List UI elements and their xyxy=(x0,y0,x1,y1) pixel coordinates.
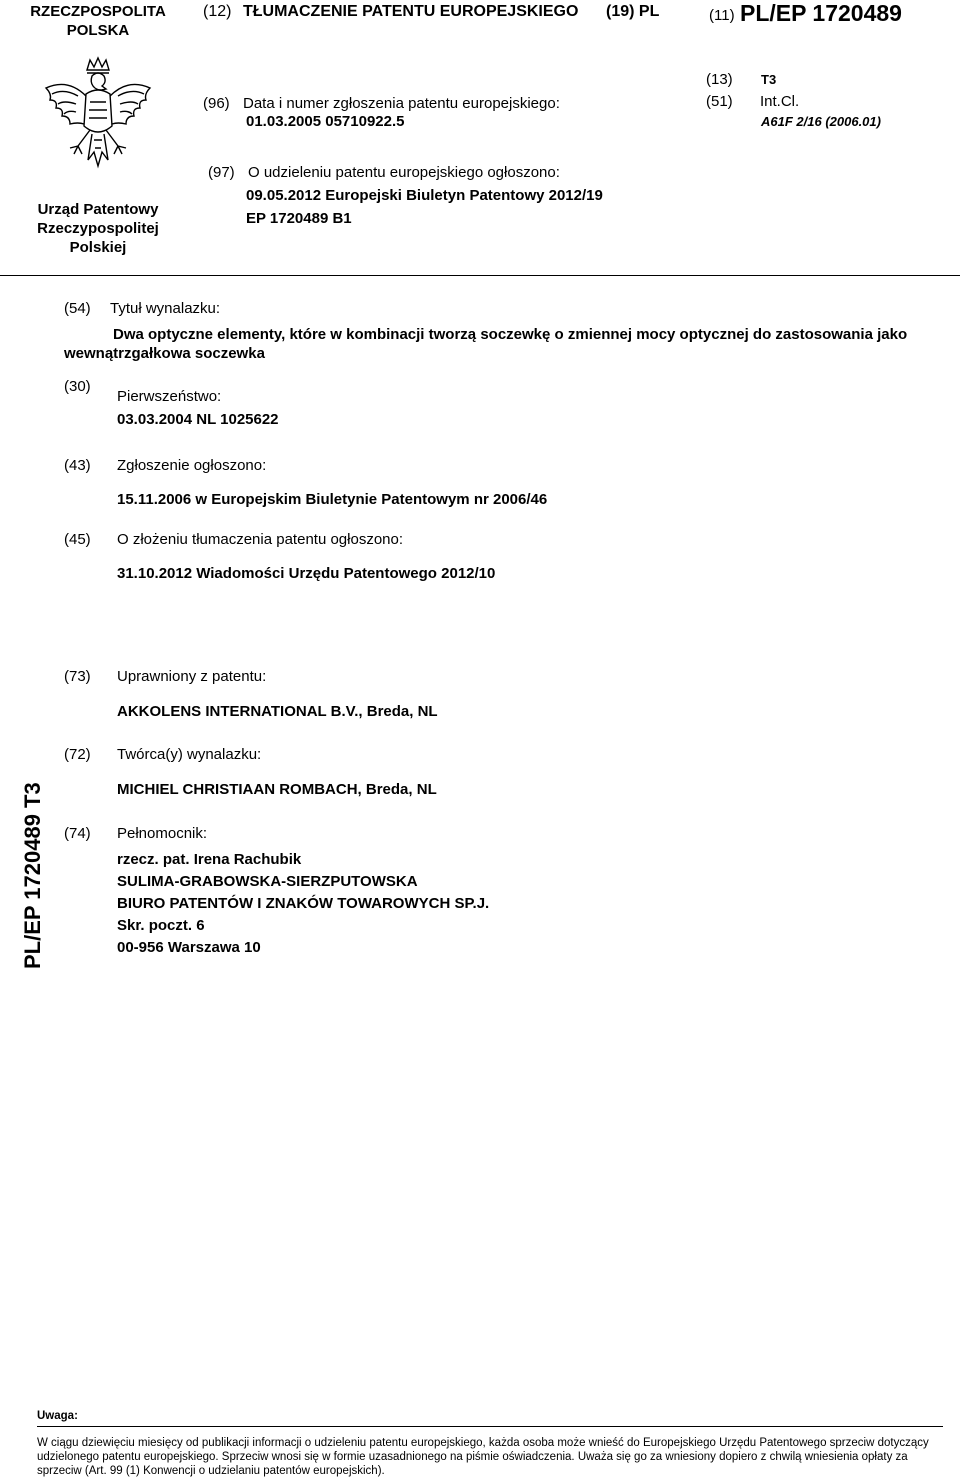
office-line-1: Urząd Patentowy xyxy=(37,201,159,218)
field-11-code: (11) xyxy=(709,7,735,24)
kind-code: T3 xyxy=(761,72,777,87)
field-72-label: Twórca(y) wynalazku: xyxy=(117,746,262,763)
office-line-2: Rzeczypospolitej xyxy=(37,220,159,237)
patent-office-name xyxy=(27,200,169,257)
notice-heading: Uwaga: xyxy=(37,1410,78,1422)
country-name xyxy=(27,3,169,39)
int-cl-value: A61F 2/16 (2006.01) xyxy=(761,114,881,129)
field-19: (19) PL xyxy=(606,3,660,20)
attorney-block xyxy=(117,849,489,959)
field-74-label: Pełnomocnik: xyxy=(117,825,208,842)
header-divider xyxy=(0,275,960,276)
field-96-code: (96) xyxy=(203,95,230,112)
field-30-value: 03.03.2004 NL 1025622 xyxy=(117,411,279,428)
invention-title-line-1: Dwa optyczne elementy, które w kombinacji tworzą soczewkę o zmiennej mocy optycznej do zastosowania jako xyxy=(113,326,908,343)
eagle-icon xyxy=(38,56,158,184)
field-51-code: (51) xyxy=(706,93,733,110)
field-72-value: MICHIEL CHRISTIAAN ROMBACH, Breda, NL xyxy=(117,781,437,798)
field-74-code: (74) xyxy=(64,825,91,842)
field-97-value-2: EP 1720489 B1 xyxy=(246,210,352,227)
field-97-label: O udzieleniu patentu europejskiego ogłoszono: xyxy=(248,164,560,181)
int-cl-label: Int.Cl. xyxy=(760,93,800,110)
side-patent-label: PL/EP 1720489 T3 xyxy=(20,782,45,969)
field-73-value: AKKOLENS INTERNATIONAL B.V., Breda, NL xyxy=(117,703,438,720)
field-96-label: Data i numer zgłoszenia patentu europejskiego: xyxy=(243,95,560,112)
field-54-label: Tytuł wynalazku: xyxy=(110,300,221,317)
field-12-code: (12) xyxy=(203,3,232,20)
field-45-label: O złożeniu tłumaczenia patentu ogłoszono: xyxy=(117,531,404,548)
field-73-label: Uprawniony z patentu: xyxy=(117,668,267,685)
invention-title-line-2: wewnątrzgałkowa soczewka xyxy=(64,345,265,362)
field-43-value: 15.11.2006 w Europejskim Biuletynie Patentowym nr 2006/46 xyxy=(117,491,548,508)
attorney-line: rzecz. pat. Irena Rachubik xyxy=(117,851,302,868)
field-97-code: (97) xyxy=(208,164,235,181)
field-13-code: (13) xyxy=(706,71,733,88)
attorney-line: 00-956 Warszawa 10 xyxy=(117,939,261,956)
field-43-label: Zgłoszenie ogłoszono: xyxy=(117,457,267,474)
polish-eagle-emblem xyxy=(38,56,158,184)
field-96-value: 01.03.2005 05710922.5 xyxy=(246,113,405,130)
field-43-code: (43) xyxy=(64,457,91,474)
field-73-code: (73) xyxy=(64,668,91,685)
attorney-line: SULIMA-GRABOWSKA-SIERZPUTOWSKA xyxy=(117,873,418,890)
attorney-line: Skr. poczt. 6 xyxy=(117,917,205,934)
notice-text: W ciągu dziewięciu miesięcy od publikacji informacji o udzieleniu patentu europejskiego, każda osoba może wnieść do Europejskiego Urzędu Patentowego sprzeciw dotyczący udzielonego patentu europejskiego. Sprzeciw wnosi się w formie uzasadnionego na piśmie oświadczenia. Uważa się go za wniesiony dopiero z chwilą wniesienia opłaty za sprzeciw (Art. 99 (1) Konwencji o udzielaniu patentów europejskich). xyxy=(37,1437,929,1477)
country-line-1: RZECZPOSPOLITA xyxy=(30,3,166,20)
field-54-code: (54) xyxy=(64,300,91,317)
country-line-2: POLSKA xyxy=(66,22,130,39)
notice-divider xyxy=(37,1426,943,1427)
office-line-3: Polskiej xyxy=(69,239,127,256)
document-type: TŁUMACZENIE PATENTU EUROPEJSKIEGO xyxy=(243,3,579,20)
attorney-line: BIURO PATENTÓW I ZNAKÓW TOWAROWYCH SP.J. xyxy=(117,895,490,912)
patent-number: PL/EP 1720489 xyxy=(740,0,902,26)
field-30-label: Pierwszeństwo: xyxy=(117,388,222,405)
field-45-value: 31.10.2012 Wiadomości Urzędu Patentowego 2012/10 xyxy=(117,565,496,582)
field-30-code: (30) xyxy=(64,378,91,395)
field-45-code: (45) xyxy=(64,531,91,548)
field-97-value: 09.05.2012 Europejski Biuletyn Patentowy 2012/19 xyxy=(246,187,603,204)
field-72-code: (72) xyxy=(64,746,91,763)
